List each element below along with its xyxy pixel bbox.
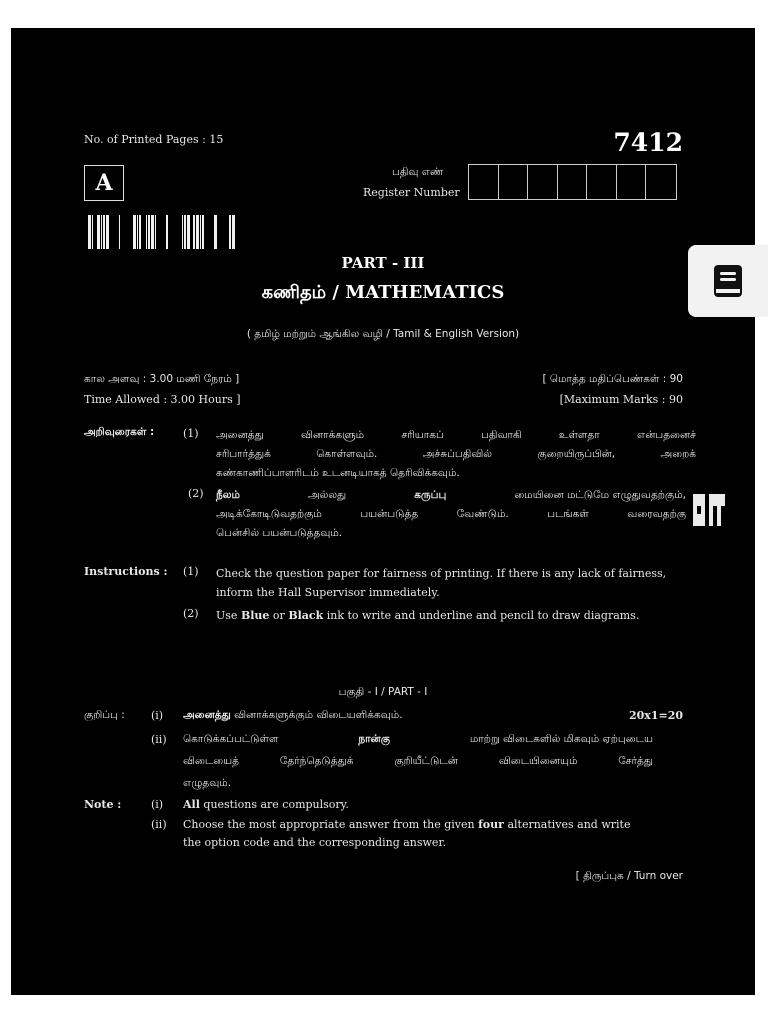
blue-word: Blue (240, 609, 270, 622)
note-tamil-label: குறிப்பு : (84, 709, 125, 721)
tamil-instruction-1-line: அனைத்து வினாக்களும் சரியாகப் பதிவாகி உள்ளதா என்பதனைச் (216, 429, 696, 441)
instruction-2-rest: ink to write and underline and pencil to draw diagrams. (326, 609, 640, 622)
register-digit-box (528, 165, 558, 199)
four-word-tamil: நான்கு (358, 733, 391, 745)
note-tamil-2-rest: மாற்று விடைகளில் மிகவும் ஏற்புடைய (469, 733, 653, 745)
tamil-instructions-label: அறிவுரைகள் : (84, 426, 155, 438)
time-allowed-tamil: கால அளவு : 3.00 மணி நேரம் ] (84, 373, 240, 385)
note-1-rest: questions are compulsory. (203, 798, 349, 811)
tamil-instruction-2-first-line (216, 486, 686, 505)
turn-over-label: [ திருப்புக / Turn over (575, 870, 683, 882)
note-tamil-2-line: விடையைத் தேர்ந்தெடுத்துக் குறியீட்டுடன் விடையினையும் சேர்த்து (183, 755, 653, 767)
maximum-marks-tamil: [ மொத்த மதிப்பெண்கள் : 90 (542, 373, 683, 385)
series-code-box: A (84, 165, 124, 201)
register-digit-box (617, 165, 647, 199)
subject-title: கணிதம் / MATHEMATICS (261, 282, 505, 303)
note-2-number: (ii) (151, 818, 167, 831)
all-word: All (183, 798, 200, 811)
tamil-instruction-1-line: கண்காணிப்பாளரிடம் உடனடியாகத் தெரிவிக்கவும். (216, 467, 460, 479)
tamil-instruction-2-rest: மையினை மட்டுமே எழுதுவதற்கும், (514, 489, 686, 501)
marks-scheme: 20x1=20 (628, 709, 683, 722)
part-title: PART - III (341, 254, 425, 272)
note-1-number: (i) (151, 798, 164, 811)
note-tamil-1-rest: வினாக்களுக்கும் விடையளிக்கவும். (234, 709, 403, 721)
black-word: Black (288, 609, 324, 622)
note-tamil-1 (183, 709, 403, 722)
instructions-label: Instructions : (84, 565, 168, 578)
tamil-instruction-2-line: பென்சில் பயன்படுத்தவும். (216, 527, 343, 539)
part-one-heading: பகுதி - I / PART - I (338, 686, 428, 698)
instruction-1-number: (1) (183, 565, 199, 578)
instruction-2-word: or (272, 609, 285, 622)
paper-code: 7412 (613, 128, 683, 157)
reader-side-tab[interactable] (688, 245, 768, 317)
register-digit-box (646, 165, 676, 199)
time-allowed-english: Time Allowed : 3.00 Hours ] (84, 393, 241, 406)
note-tamil-2-line (183, 733, 653, 746)
instruction-2-number: (2) (183, 607, 199, 620)
note-tamil-2-number: (ii) (151, 733, 167, 746)
note-tamil-1-number: (i) (151, 709, 164, 722)
black-word-tamil: கருப்பு (414, 489, 447, 501)
note-2-word: Choose the most appropriate answer from the given (183, 818, 475, 831)
maximum-marks-english: [Maximum Marks : 90 (559, 393, 683, 406)
note-2-rest: alternatives and write (507, 818, 631, 831)
qr-code-icon (693, 494, 725, 526)
register-digit-box (499, 165, 529, 199)
note-tamil-2-line: எழுதவும். (183, 777, 232, 789)
register-digit-box (469, 165, 499, 199)
note-1 (183, 798, 349, 811)
register-label-tamil: பதிவு எண் (392, 166, 444, 178)
four-word: four (478, 818, 504, 831)
tamil-instruction-1-line: சரிபார்த்துக் கொள்ளவும். அச்சுப்பதிவில் குறையிருப்பின், அறைக் (216, 448, 696, 460)
medium-version: ( தமிழ் மற்றும் ஆங்கில வழி / Tamil & English Version) (246, 328, 520, 340)
all-word-tamil: அனைத்து (183, 709, 231, 721)
tamil-instruction-2-line: அடிக்கோடிடுவதற்கும் பயன்படுத்த வேண்டும். படங்கள் வரைவதற்கு (216, 508, 686, 520)
register-label-english: Register Number (363, 186, 460, 199)
note-tamil-2-word: கொடுக்கப்பட்டுள்ள (183, 733, 279, 745)
instruction-2-word: Use (216, 609, 238, 622)
note-label: Note : (84, 798, 122, 811)
printed-pages-count: No. of Printed Pages : 15 (84, 133, 224, 146)
instruction-1-line: Check the question paper for fairness of printing. If there is any lack of fairness, (216, 567, 667, 580)
book-icon (708, 261, 748, 301)
note-2-line (183, 818, 630, 831)
tamil-instruction-1-number: (1) (183, 427, 199, 440)
barcode-icon (88, 215, 236, 249)
instruction-1-line: inform the Hall Supervisor immediately. (216, 586, 440, 599)
or-word-tamil: அல்லது (307, 489, 347, 501)
register-number-boxes (468, 164, 677, 200)
blue-word-tamil: நீலம் (216, 489, 240, 501)
register-digit-box (587, 165, 617, 199)
exam-paper-page (11, 28, 755, 995)
register-digit-box (558, 165, 588, 199)
tamil-instruction-2-number: (2) (188, 487, 204, 500)
note-2-line: the option code and the corresponding answer. (183, 836, 446, 849)
instruction-2-line (216, 606, 639, 625)
